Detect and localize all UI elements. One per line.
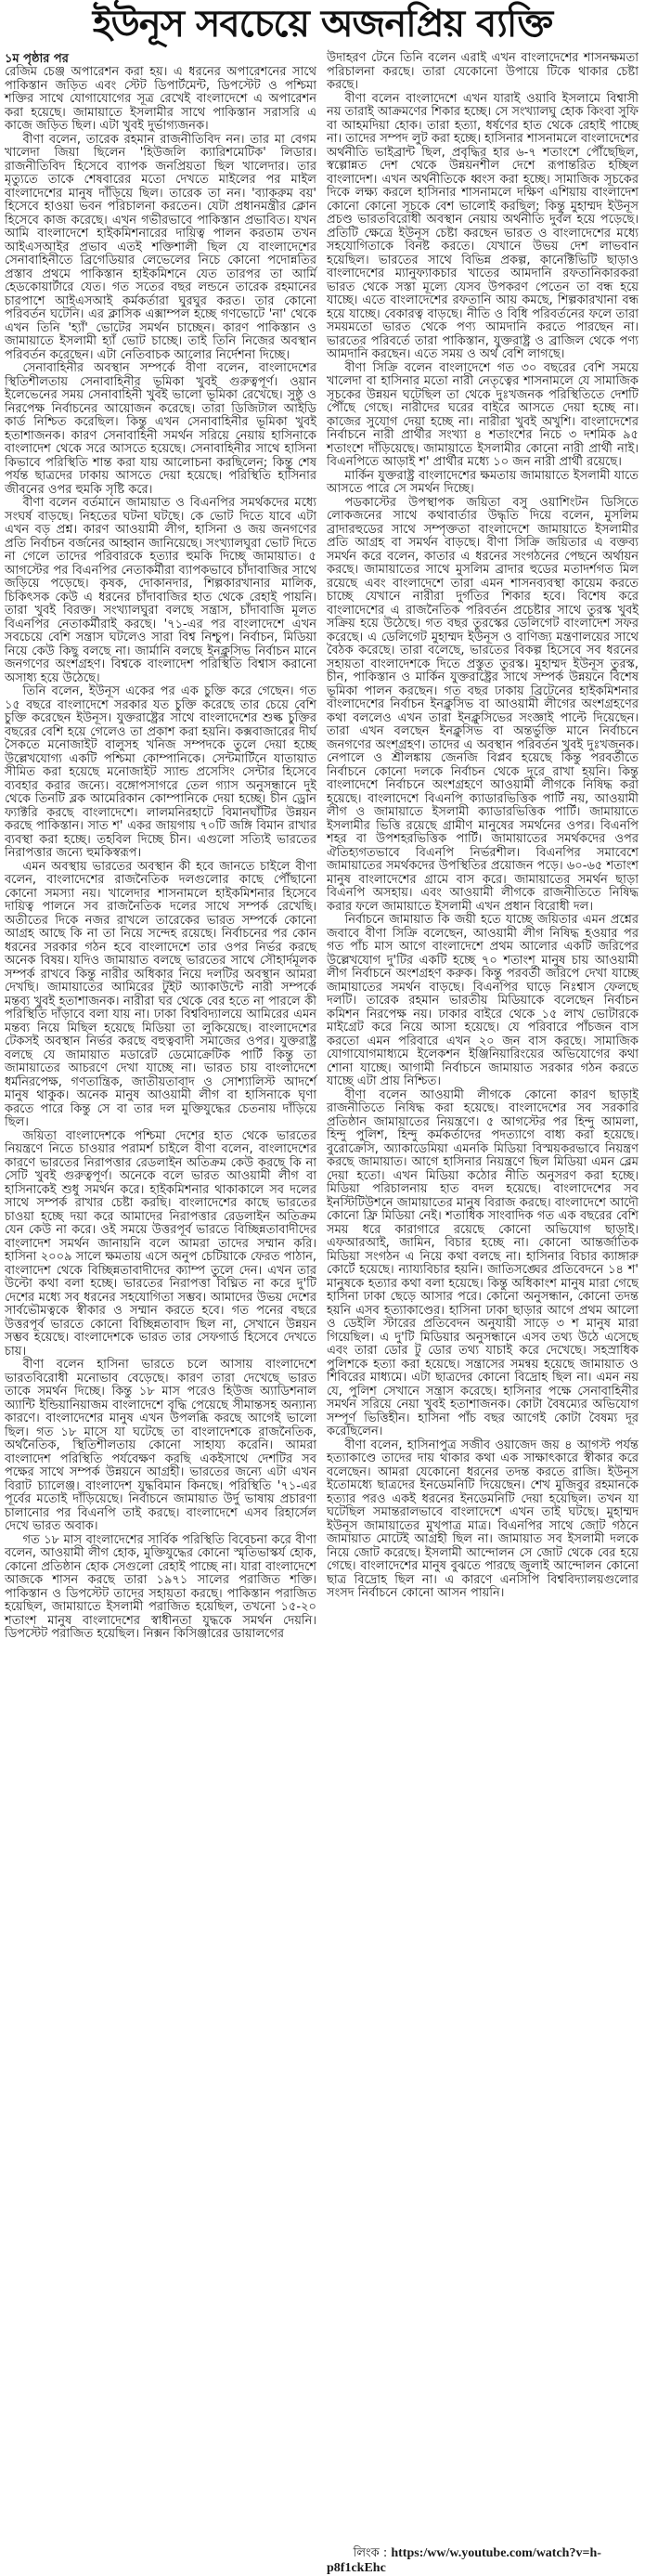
continued-from-label: ১ম পৃষ্ঠার পর bbox=[5, 52, 69, 66]
paragraph: মার্কিন যুক্তরাষ্ট্র বাংলাদেশের ক্ষমতায় জামায়াতে ইসলামী যাতে আসতে পারে সে সমর্থন দিচ্ছে। bbox=[327, 468, 639, 496]
paragraph: পডকাস্টের উপস্থাপক জয়িতা বসু ওয়াশিংটন ডিসিতে লোকজনের সাথে কথাবার্তার উদ্ধৃতি দিয়ে বলেন, মুসলিম ব্রাদারহুডের সাথে সম্পৃক্ততা বাংলাদেশে জামায়াতে ইসলামীর প্রতি আগ্রহ বা সমর্থন বাড়ছে। বীণা সিক্রি জয়িতার এ বক্তব্য সমর্থন করে বলেন, কাতার এ ধরনের সংগঠনের পেছনে অর্থায়ন করছে। জামায়াতের সাথে মুসলিম ব্রাদার হুডের মতাদর্শগত মিল রয়েছে এবং বাংলাদেশে তারা এমন শাসনব্যবস্থা কায়েম করতে চাচ্ছে যেখানে নারীরা দুর্গতির শিকার হবে। বিশেষ করে বাংলাদেশের এ রাজনৈতিক পরিবর্তন প্রচেষ্টার সাথে তুরস্ক খুবই সক্রিয় হয়ে উঠেছে। গত বছর তুরস্কের ডেলিগেট বাংলাদেশ সফর করেছে। এ ডেলিগেট মুহাম্মদ ইউনূস ও বাণিজ্য মন্ত্রণালয়ের সাথে বৈঠক করেছে। তারা বলেছে, ভারতের বিকল্প হিসেবে সব ধরনের সহায়তা বাংলাদেশকে দিতে প্রস্তুত তুরস্ক। মুহাম্মদ ইউনূস তুরস্ক, চীন, পাকিস্তান ও মার্কিন যুক্তরাষ্ট্রের সাথে সম্পর্ক উন্নয়নে বিশেষ ভূমিকা পালন করছেন। গত বছর ঢাকায় ব্রিটেনের হাইকমিশনার বাংলাদেশের নির্বাচন ইনক্লুসিভ বা আওয়ামী লীগের অংশগ্রহণের কথা বললেও এখন তারা ইনক্লুসিভের সংজ্ঞাই পাল্টে দিয়েছেন। তারা এখন বলছেন ইনক্লুসিভ বা অন্তর্ভুক্তি মানে নির্বাচনে জনগণের অংশগ্রহণ। তাদের এ অবস্থান পরিবর্তন খুবই দুঃখজনক। নেপালে ও শ্রীলঙ্কায় জেনজি বিপ্লব হয়েছে কিন্তু পরবর্তীতে নির্বাচনে কোনো দলকে নির্বাচন থেকে দূরে রাখা হয়নি। কিন্তু বাংলাদেশে নির্বাচনে অংশগ্রহণে আওয়ামী লীগকে নিষিদ্ধ করা হয়েছে। বাংলাদেশে বিএনপি ক্যাডারভিত্তিক পার্টি নয়, আওয়ামী লীগ ও জামায়াতে ইসলামী ক্যাডারভিত্তিক পার্টি। জামায়াতে ইসলামীর ভিত্তি রয়েছে গ্রামীণ মানুষের সমর্থনের ওপর। বিএনপি শহর বা উপশহরভিত্তিক পার্টি। জামায়াতের সমর্থকদের ওপর ঐতিহ্যগতভাবে বিএনপি নির্ভরশীল। বিএনপির সমাবেশে জামায়াতের সমর্থকদের উপস্থিতির প্রয়োজন পড়ে। ৬০-৬৫ শতাংশ মানুষ বাংলাদেশের গ্রামে বাস করে। জামায়াতের সমর্থন ছাড়া বিএনপি অসহায়। এবং আওয়ামী লীগকে রাজনীতিতে নিষিদ্ধ করার ফলে জামায়াতে ইসলামী এখন প্রধান বিরোধী দল। bbox=[327, 495, 639, 914]
paragraph: এমন অবস্থায় ভারতের অবস্থান কী হবে জানতে চাইলে বীণা বলেন, বাংলাদেশের রাজনৈতিক দলগুলোর কাছে পৌঁছানো কোনো সমস্যা নয়। খালেদার শাসনামলে হাইকমিশনার হিসেবে দায়িত্ব পালনে সব রাজনৈতিক দলের সাথে সম্পর্ক রেখেছি। অতীতের দিকে নজর রাখলে তারেকের ভারত সম্পর্কে কোনো আগ্রহ আছে কি না তা নিয়ে সন্দেহ রয়েছে। নির্বাচনের পর কোন ধরনের সরকার গঠন হবে বাংলাদেশে তার ওপর নির্ভর করছে অনেক বিষয়। যদিও জামায়াত বলছে ভারতের সাথে সৌহার্দমূলক সম্পর্ক রাখবে কিন্তু নারীর অধিকার নিয়ে দলটির অবস্থান আমরা দেখছি। জামায়াতের আমিরের টুইট অ্যাকাউন্টে নারী সম্পর্কে মন্তব্য খুবই হতাশাজনক। নারীরা ঘর থেকে বের হতে না পারলে কী পরিস্থিতি দাঁড়াবে বলা যায় না। ঢাকা বিশ্ববিদ্যালয়ে আমিরের এমন মন্তব্য নিয়ে মিছিল হয়েছে মিডিয়া তা লুকিয়েছে। বাংলাদেশের টেকসই অবস্থান নির্ভর করছে বহুত্ববাদী সমাজের ওপর। যুক্তরাষ্ট্র বলছে যে জামায়াত মডারেট ডেমোক্রেটিক পার্টি কিন্তু তা জামায়াতের আচরণে দেখা যাচ্ছে না। ভারত চায় বাংলাদেশে ধর্মনিরপেক্ষ, গণতান্ত্রিক, জাতীয়তাবাদ ও সোশ্যালিস্ট আদর্শে মানুষ থাকুক। অনেক মানুষ আওয়ামী লীগ বা হাসিনাকে ঘৃণা করতে পারে কিন্তু সে বা তার দল মুক্তিযুদ্ধের চেতনায় দাঁড়িয়ে ছিল। bbox=[5, 859, 316, 1129]
paragraph: বীণা বলেন বর্তমানে জামায়াত ও বিএনপির সমর্থকদের মধ্যে সংঘর্ষ বাড়ছে। নিহতের ঘটনা ঘটছে। কে ভোট দিতে যাবে এটা এখন বড় প্রশ্ন। কারণ আওয়ামী লীগ, হাসিনা ও জয় জনগণের প্রতি নির্বাচন বর্জনের আহ্বান জানিয়েছে। সংখ্যালঘুরা ভোট দিতে না গেলে তাদের পরিবারকে হত্যার হুমকি দিচ্ছে জামায়াত। ৫ আগস্টের পর বিএনপির নেতাকর্মীরা ব্যাপকভাবে চাঁদাবাজির সাথে জড়িয়ে পড়েছে। কৃষক, দোকানদার, শিল্পকারখানার মালিক, চিকিৎসক কেউ এ ধরনের চাঁদাবাজির হাত থেকে রেহাই পায়নি। তারা খুবই বিরক্ত। সংখ্যালঘুরা বলছে সন্ত্রাস, চাঁদাবাজি মূলত বিএনপির নেতাকর্মীরাই করছে। '৭১-এর পর বাংলাদেশে এখন সবচেয়ে বেশি সন্ত্রাস ঘটলেও সারা বিশ্ব নিশ্চুপ। নির্বাচন, মিডিয়া নিয়ে কেউ কিছু বলছে না। জার্মানি বলছে ইনক্লুসিভ নির্বাচন মানে জনগণের অংশগ্রহণ। বিশ্বকে বাংলাদেশ পরিস্থিতি বিশ্বাস করানো অসাধ্য হয়ে উঠেছে। bbox=[5, 496, 316, 685]
headline: ইউনূস সবচেয়ে অজনপ্রিয় ব্যক্তি bbox=[92, 3, 553, 46]
paragraph: তিনি বলেন, ইউনূস একের পর এক চুক্তি করে গেছেন। গত ১৫ বছরে বাংলাদেশে সরকার যত চুক্তি করেছে তার চেয়ে বেশি চুক্তি করেছেন ইউনূস। যুক্তরাষ্ট্রের সাথে বাংলাদেশের শুল্ক চুক্তির বছরের বেশি হয়ে গেলেও তা প্রকাশ করা হয়নি। কক্সবাজারের দীর্ঘ সৈকতে মনোজাইট বালুসহ খনিজ সম্পদকে তুলে দেয়া হচ্ছে উল্লেখযোগ্য একটি পশ্চিমা কোম্পানিকে। সেন্টমার্টিনে যাতায়াত সীমিত করা হয়েছে মনোজাইট স্যান্ড প্রসেসিং সেন্টার হিসেবে ব্যবহার করার জন্যে। বঙ্গোপসাগরে তেল গ্যাস অনুসন্ধানে দুই থেকে তিনটি ব্লক আমেরিকান কোম্পানিকে দেয়া হচ্ছে। চীন ড্রোন ফ্যাক্টরি করছে বাংলাদেশে। লালমনিরহাটে বিমানঘাঁটির উন্নয়ন করছে পাকিস্তান। সাত শ' একর জায়গায় ৭০টি জঙ্গি বিমান রাখার ব্যবস্থা করা হচ্ছে। তহবিল দিচ্ছে চীন। এগুলো সত্যিই ভারতের নিরাপত্তার জন্যে হুমকিস্বরূপ। bbox=[5, 684, 316, 860]
paragraph: বীণা বলেন, তারেক রহমান রাজনীতিবিদ নন। তার মা বেগম খালেদা জিয়া ছিলেন 'হিউজলি ক্যারিশমেটিক' লিডার। রাজনীতিবিদ হিসেবে ব্যাপক জনপ্রিয়তা ছিল খালেদার। তার মৃত্যুতে তাকে শেষবারের মতো দেখতে মাইলের পর মাইল বাংলাদেশের মানুষ দাঁড়িয়ে ছিল। তারেক তা নন। 'ব্যাকরুম বয়' হিসেবে হাওয়া ভবন পরিচালনা করতেন। যেটা প্রধানমন্ত্রীর ক্লোন হিসেবে কাজ করেছে। এখন গভীরভাবে পাকিস্তান প্রভাবিত। যখন আমি বাংলাদেশে হাইকমিশনারের দায়িত্ব পালন করতাম তখন আইএসআইর প্রভাব এতই শক্তিশালী ছিল যে বাংলাদেশের সেনাবাহিনীতে ব্রিগেডিয়ার লেভেলের নিচে কোনো পদোন্নতির প্রস্তাব প্রথমে পাকিস্তান হাইকমিশনে যেত তারপর তা আর্মি হেডকোয়ার্টারে যেত। গত সতের বছর লন্ডনে তারেক রহমানের চারপাশে আইএসআই কর্মকর্তারা ঘুরঘুর করত। তার কোনো পরিবর্তন ঘটেনি। এর ক্লাসিক এক্সাম্পল হচ্ছে গণভোটে 'না' থেকে এখন তিনি 'হ্যাঁ' ভোটের সমর্থন চাচ্ছেন। কারণ পাকিস্তান ও জামায়াতে ইসলামী হ্যাঁ ভোট চাচ্ছে। তাই তিনি নিজের অবস্থান পরিবর্তন করেছেন। এটা নেতিবাচক আলোর নির্দেশনা দিচ্ছে। bbox=[5, 132, 316, 362]
left-column bbox=[5, 52, 316, 1642]
paragraph: রেজিম চেঞ্জ অপারেশন করা হয়। এ ধরনের অপারেশনের সাথে পাকিস্তান জড়িত এবং স্টেট ডিপার্টমেন্ট, ডিপস্টেট ও পশ্চিমা শক্তির সাথে যোগাযোগের সূত্র রেখেই বাংলাদেশে এ অপারেশন করা হয়েছে। জামায়াতে ইসলামীর সাথে পাকিস্তান সরাসরি এ কাজে জড়িত ছিল। এটা খুবই দুর্ভাগ্যজনক। bbox=[5, 65, 316, 133]
paragraph: নির্বাচনে জামায়াত কি জয়ী হতে যাচ্ছে জয়িতার এমন প্রশ্নের জবাবে বীণা সিক্রি বলেছেন, আওয়ামী লীগ নিষিদ্ধ হওয়ার পর গত পাঁচ মাস আগে বাংলাদেশে প্রথম আলোর একটি জরিপের উল্লেখযোগ দু'টির একটি হচ্ছে ৭০ শতাংশ মানুষ চায় আওয়ামী লীগ নির্বাচনে অংশগ্রহণ করুক। কিন্তু পরবর্তী জরিপে দেখা যাচ্ছে জামায়াতের সমর্থন বাড়ছে। বিএনপির ঘাড়ে নিঃশ্বাস ফেলছে দলটি। তারেক রহমান ভারতীয় মিডিয়াকে বলেছেন নির্বাচন কমিশন নিরপেক্ষ নয়। ঢাকার বাইরে থেকে ১৫ লাখ ভোটারকে মাইগ্রেট করে নিয়ে আসা হয়েছে। যে পরিবারে পাঁচজন বাস করতো এমন পরিবারে এখন ২০ জন বাস করছে। সামাজিক যোগাযোগমাধ্যমে ইলেকশন ইঞ্জিনিয়ারিংয়ের অভিযোগের কথা শোনা যাচ্ছে। আগামী নির্বাচনে জামায়াত সরকার গঠন করতে যাচ্ছে এটা প্রায় নিশ্চিত। bbox=[327, 913, 639, 1088]
paragraph: বীণা বলেন হাসিনা ভারতে চলে আসায় বাংলাদেশে ভারতবিরোধী মনোভাব বেড়েছে। কারণ তারা দেখেছে ভারত তাকে সমর্থন দিচ্ছে। কিন্তু ১৮ মাস পরেও হিউজ অ্যাডিশনাল অ্যান্টি ইন্ডিয়ানিয়াজম বাংলাদেশে বৃদ্ধি পেয়েছে সীমান্তসহ অন্যান্য কারণে। বাংলাদেশের মানুষ এখন উপলব্ধি করছে আগেই ভালো ছিল। গত ১৮ মাসে যা ঘটেছে তা বাংলাদেশকে রাজনৈতিক, অর্থনৈতিক, স্থিতিশীলতায় কোনো সাহায্য করেনি। আমরা বাংলাদেশ পরিস্থিতি পর্যবেক্ষণ করছি একইসাথে দেশটির সব পক্ষের সাথে সম্পর্ক উন্নয়নে আগ্রহী। ভারতের জন্যে এটা এখন বিরাট চ্যালেঞ্জ। বাংলাদেশ যুদ্ধবিমান কিনছে। পরিস্থিতি '৭১-এর পূর্বের মতোই দাঁড়িয়েছে। নির্বাচনে জামায়াত উর্দু ভাষায় প্রচারণা চালানোর পর বিএনপি তাই করছে। বাংলাদেশে এসব রিহার্সেল দেখে ভারত অবাক। bbox=[5, 1358, 316, 1533]
link-url[interactable]: https:/ww/w.youtube.com/watch?v=h-p8f1ckEhc bbox=[327, 2546, 601, 2575]
paragraph: বীণা সিক্রি বলেন বাংলাদেশে গত ৩০ বছরের বেশি সময়ে খালেদা বা হাসিনার মতো নারী নেতৃত্বের শাসনামলে যে সামাজিক সূচকের উন্নয়ন ঘটেছিল তা থেকে দুঃখজনক পরিস্থিতিতে দেশটি পৌঁছে গেছে। নারীদের ঘরের বাইরে আসতে দেয়া হচ্ছে না। কাজের সুযোগ দেয়া হচ্ছে না। নারীরা খুবই অখুশি। বাংলাদেশের নির্বাচনে নারী প্রার্থীর সংখ্যা ৪ শতাংশের নিচে ৩ দশমিক ৯৫ শতাংশে দাঁড়িয়েছে। জামায়াতে ইসলামীর কোনো নারী প্রার্থী নাই। বিএনপিতে আড়াই শ' প্রার্থীর মধ্যে ১০ জন নারী প্রার্থী রয়েছে। bbox=[327, 360, 639, 469]
paragraph: উদাহরণ টেনে তিনি বলেন এরাই এখন বাংলাদেশের শাসনক্ষমতা পরিচালনা করছে। তারা যেকোনো উপায়ে টিকে থাকার চেষ্টা করছে। bbox=[327, 51, 639, 92]
paragraph: বীণা বলেন বাংলাদেশে এখন যারাই ওয়াবি ইসলামে বিশ্বাসী নয় তারাই আক্রমণের শিকার হচ্ছে। সে সংখ্যালঘু হোক কিংবা সুফি বা আহমদিয়া হোক। তারা হত্যা, ধর্ষণের হাত থেকে রেহাই পাচ্ছে না। তাদের সম্পদ লুট করা হচ্ছে। হাসিনার শাসনামলে বাংলাদেশের অর্থনীতি ভাইব্রান্ট ছিল, প্রবৃদ্ধির হার ৬-৭ শতাংশে পৌঁছেছিল, স্বল্পোন্নত দেশ থেকে উন্নয়নশীল দেশে রূপান্তরিত হচ্ছিল বাংলাদেশ। এখন অর্থনীতিকে ধ্বংস করা হচ্ছে। সামাজিক সূচকের দিকে লক্ষ্য করলে হাসিনার শাসনামলে দক্ষিণ এশিয়ায় বাংলাদেশ কোনো কোনো সূচকে বেশ ভালোই করছিল; কিন্তু মুহাম্মদ ইউনূস প্রচণ্ড ভারতবিরোধী অবস্থান নেয়ায় অর্থনীতি দুর্বল হয়ে পড়েছে। প্রতিটি ক্ষেত্রে ইউনূস চেষ্টা করছেন ভারত ও বাংলাদেশের মধ্যে সহযোগিতাকে বিনষ্ট করতে। যেখানে উভয় দেশ লাভবান হয়েছিল। ভারতের সাথে বিভিন্ন প্রকল্প, কানেক্টিভিটি ছাড়াও বাংলাদেশের ম্যানুফ্যাকচার খাতের আমদানি রফতানিকারকরা ভারত থেকে সস্তা মূল্যে যেসব উপকরণ পেতেন তা বন্ধ হয়ে যাচ্ছে। এতে বাংলাদেশের রফতানি আয় কমছে, শিল্পকারখানা বন্ধ হয়ে যাচ্ছে। বেকারত্ব বাড়ছে। নীতি ও বিধি পরিবর্তনের ফলে তারা সময়মতো ভারত থেকে পণ্য আমদানি করতে পারছেন না। ভারতের পরিবর্তে তারা পাকিস্তান, যুক্তরাষ্ট্র ও ব্রাজিল থেকে পণ্য আমদানি করছেন। এতে সময় ও অর্থ বেশি লাগছে। bbox=[327, 91, 639, 361]
paragraph: গত ১৮ মাস বাংলাদেশের সার্বিক পরিস্থিতি বিবেচনা করে বীণা বলেন, আওয়ামী লীগ হোক, মুক্তিযুদ্ধের কোনো স্মৃতিভাস্কর্য হোক, কোনো প্রতিষ্ঠান হোক সেগুলো রেহাই পাচ্ছে না। যারা বাংলাদেশে আজকে শাসন করছে তারা ১৯৭১ সালের পরাজিত শক্তি। পাকিস্তান ও ডিপস্টেট তাদের সহায়তা করছে। পাকিস্তান পরাজিত হয়েছিল, জামায়াতে ইসলামী পরাজিত হয়েছিল, তখনো ১৫-২০ শতাংশ মানুষ বাংলাদেশের স্বাধীনতা যুদ্ধকে সমর্থন দেয়নি। ডিপস্টেট পরাজিত হয়েছিল। নিক্সন কিসিঞ্জারের ডায়ালগের bbox=[5, 1532, 316, 1641]
link-label: লিংক : bbox=[353, 2546, 388, 2560]
source-link bbox=[327, 2546, 639, 2576]
right-column bbox=[327, 52, 639, 1601]
paragraph: জয়িতা বাংলাদেশকে পশ্চিমা দেশের হাত থেকে ভারতের নিয়ন্ত্রণে নিতে চাওয়ার পরামর্শ চাইলে বীণা বলেন, বাংলাদেশের কারণে ভারতের নিরাপত্তার রেডলাইন অতিক্রম কেউ করছে কি না সেটি খুবই গুরুত্বপূর্ণ। অনেকে বলে ভারত আওয়ামী লীগ বা হাসিনাকেই শুধু সমর্থন করে। হাইকমিশনার থাকাকালে সব দলের সাথে সম্পর্ক রাখার চেষ্টা করছি। বাংলাদেশের কাছে ভারতের চাওয়া হচ্ছে দয়া করে আমাদের নিরাপত্তার রেডলাইন অতিক্রম যেন কেউ না করে। ওই সময়ে উত্তরপূর্ব ভারতে বিচ্ছিন্নতাবাদীদের বাংলাদেশ সমর্থন জানায়নি বলে আমরা তাদের সম্মান করি। হাসিনা ২০০৯ সালে ক্ষমতায় এসে অনুপ চেটিয়াকে ফেরত পাঠান, বাংলাদেশ থেকে বিচ্ছিন্নতাবাদীদের ক্যাম্প তুলে দেন। এখন তার উল্টো কথা বলা হচ্ছে। ভারতের নিরাপত্তা বিঘ্নিত না করে দু'টি দেশের মধ্যে সব ধরনের সহযোগিতা সম্ভব। আমাদের উভয় দেশের সার্বভৌমত্বকে স্বীকার ও সম্মান করতে হবে। গত পনের বছরে উত্তরপূর্ব ভারতে কোনো বিচ্ছিন্নতাবাদ ছিল না, সেখানে উন্নয়ন সম্ভব হয়েছে। বাংলাদেশকে ভারত তার সেফগার্ড হিসেবে দেখতে চায়। bbox=[5, 1128, 316, 1359]
paragraph: বীণা বলেন আওয়ামী লীগকে কোনো কারণ ছাড়াই রাজনীতিতে নিষিদ্ধ করা হয়েছে। বাংলাদেশের সব সরকারি প্রতিষ্ঠান জামায়াতের নিয়ন্ত্রণে। ৫ আগস্টের পর হিন্দু আমলা, হিন্দু পুলিশ, হিন্দু কর্মকর্তাদের পদত্যাগে বাধ্য করা হয়েছে। বুরোক্রেসি, অ্যাকাডেমিয়া এমনকি মিডিয়া বিস্ময়করভাবে নিয়ন্ত্রণ করছে জামায়াত। আগে হাসিনার নিয়ন্ত্রণে ছিল মিডিয়া এমন ব্লেম দেয়া হতো। এখন মিডিয়া কঠোর নীতি অনুসরণ করা হচ্ছে। মিডিয়া পরিচালনায় হাত বদল হয়েছে। বাংলাদেশের সব ইনস্টিটিউশনে জামায়াতের মানুষ বিরাজ করছে। বাংলাদেশে আদৌ কোনো ফ্রি মিডিয়া নেই। শতাধিক সাংবাদিক গত এক বছরের বেশি সময় ধরে কারাগারে রয়েছে কোনো অভিযোগ ছাড়াই। এফআরআই, জামিন, বিচার হচ্ছে না। কোনো আন্তর্জাতিক মিডিয়া সংগঠন এ নিয়ে কথা বলছে না। হাসিনার বিচার ক্যাঙ্গারু কোর্টে হয়েছে। ন্যায্যবিচার হয়নি। জাতিসঙ্ঘের প্রতিবেদনে ১৪ শ' মানুষকে হত্যার কথা বলা হয়েছে। কিন্তু অধিকাংশ মানুষ মারা গেছে হাসিনা ঢাকা ছেড়ে আসার পরে। কোনো অনুসন্ধান, কোনো তদন্ত হয়নি এসব হত্যাকাণ্ডের। হাসিনা ঢাকা ছাড়ার আগে প্রথম আলো ও ডেইলি স্টারের প্রতিবেদন অনুযায়ী সাড়ে ৩ শ মানুষ মারা গিয়েছিল। এ দু'টি মিডিয়ার অনুসন্ধানে এসব তথ্য উঠে এসেছে এবং তারা ডোর টু ডোর তথ্য যাচাই করে দেখেছে। সহস্রাধিক পুলিশকে হত্যা করা হয়েছে। সন্ত্রাসের সমন্বয় হয়েছে জামায়াত ও শিবিরের মাধ্যমে। এটা ছাত্রদের কোনো বিদ্রোহ ছিল না। এমন নয় যে, পুলিশ সেখানে সন্ত্রাস করেছে। হাসিনার পক্ষে সেনাবাহিনীর সমর্থন সরিয়ে নেয়া খুবই হতাশাজনক। কোটা বৈষম্যের অভিযোগ সম্পূর্ণ ভিত্তিহীন। হাসিনা পাঁচ বছর আগেই কোটা বৈষম্য দূর করেছিলেন। bbox=[327, 1087, 639, 1438]
paragraph: বীণা বলেন, হাসিনাপুত্র সজীব ওয়াজেদ জয় ৪ আগস্ট পর্যন্ত হত্যাকাণ্ডে তাদের দায় থাকার কথা এক সাক্ষাৎকারে স্বীকার করে বলেছেন। আমরা যেকোনো ধরনের তদন্ত করতে রাজি। ইউনূস ইতোমধ্যে ছাত্রদের ইনডেমনিটি দিয়েছেন। শেখ মুজিবুর রহমানকে হত্যার পরও একই ধরনের ইনডেমনিটি দেয়া হয়েছিল। তখন যা ঘটেছিল সমান্তরালভাবে বাংলাদেশে এখন তাই ঘটছে। মুহাম্মদ ইউনূস জামায়াতের মুখপাত্র মাত্র। বিএনপির সাথে জোট গঠনে জামায়াত মোটেই আগ্রহী ছিল না। জামায়াত সব ইসলামী দলকে নিয়ে জোট করেছে। ইসলামী আন্দোলন সে জোট থেকে বের হয়ে গেছে। বাংলাদেশের মানুষ বুঝতে পারছে জুলাই আন্দোলন কোনো ছাত্র বিদ্রোহ ছিল না। এ কারণে এনসিপি বিশ্ববিদ্যালয়গুলোর সংসদ নির্বাচনে কোনো আসন পায়নি। bbox=[327, 1438, 639, 1600]
paragraph: সেনাবাহিনীর অবস্থান সম্পর্কে বীণা বলেন, বাংলাদেশের স্থিতিশীলতায় সেনাবাহিনীর ভূমিকা খুবই গুরুত্বপূর্ণ। ওয়ান ইলেভেনের সময় সেনাবাহিনী খুবই ভালো ভূমিকা রেখেছে। সুষ্ঠু ও নিরপেক্ষ নির্বাচনের আয়োজন করেছে। তারা ডিজিটাল আইডি কার্ড নিশ্চিত করেছিল। কিন্তু এখন সেনাবাহিনীর ভূমিকা খুবই হতাশাজনক। কারণ সেনাবাহিনী সমর্থন সরিয়ে নেয়ায় হাসিনাকে বাংলাদেশ থেকে সরে আসতে হয়েছে। সেনাবাহিনীর সাথে হাসিনা কিভাবে পরিস্থিতি শান্ত করা যায় আলোচনা করছিলেন; কিন্তু শেষ পর্যন্ত ছাত্রদের ঢাকায় আসতে দেয়া হয়েছে। পরিস্থিতি হাসিনার জীবনের ওপর হুমকি সৃষ্টি করে। bbox=[5, 361, 316, 497]
